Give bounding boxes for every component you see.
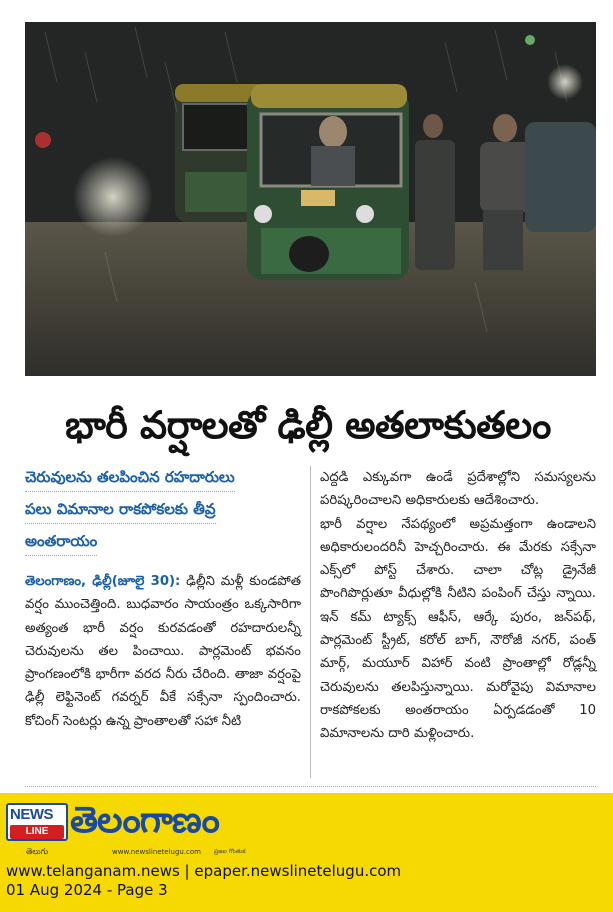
bottom-rule [25,786,596,787]
logo-line-text: LINE [10,825,64,839]
footer-date-page: 01 Aug 2024 - Page 3 [6,881,168,899]
brand-title: తెలంగాణం [70,800,219,841]
auto-rickshaw-main [247,84,409,280]
right-paragraph-1: ఎద్దడి ఎక్కువగా ఉండే ప్రదేశాల్లోని సమస్యలను పరిష్కరించాలని అధికారులకు ఆదేశించారు. [320,470,596,509]
subhead-1: చెరువులను తలపించిన రహదారులు [25,466,235,492]
right-column [320,466,596,746]
news-photo [25,22,596,376]
column-divider [310,466,311,778]
left-column [25,466,301,733]
logo-telugu-caption: తెలుగు [26,847,49,856]
headline: భారీ వర్షాలతో ఢిల్లీ అతలాకుతలం [65,403,551,447]
left-body-text: ఢిల్లీని మళ్లీ కుండపోత వర్షం ముంచెత్తింది. బుధవారం సాయంత్రం ఒక్కసారిగా అత్యంత భారీ వర్షం కురవడంతో రహదారులన్నీ చెరువులను తల పించాయి. పార్లమెంట్ భవనం ప్రాంగణంలోకి భారీగా వరద నీరు చేరింది. తాజా వర్షంపై ఢిల్లీ లెఫ్టినెంట్ గవర్నర్ వీకే సక్సేనా స్పందించారు. కోచింగ్ సెంటర్లు ఉన్న ప్రాంతాలతో సహా నీటి [25,574,301,729]
brand-url: www.newslinetelugu.com [112,848,201,856]
dateline: తెలంగాణం, ఢిల్లీ(జూలై 30): [25,574,181,589]
footer-links[interactable]: www.telanganam.news | epaper.newslinetelugu.com [6,862,402,880]
logo-news-text: NEWS [10,806,53,823]
footer-banner [0,793,613,912]
subhead-3: అంతరాయం [25,530,97,556]
flood-scene-illustration [25,22,596,376]
article-body-left [25,570,301,733]
newsline-logo [6,803,68,841]
car-right [525,122,596,232]
subhead-2: పలు విమానాల రాకపోకలకు తీవ్ర [25,498,216,524]
brand-tagline: ప్రజల గొంతుక [214,848,246,855]
right-paragraph-2: భారీ వర్షాల నేపథ్యంలో అప్రమత్తంగా ఉండాలని అధికారులందరినీ హెచ్చరించారు. ఈ మేరకు సక్సేనా ఎక్స్‌లో పోస్ట్ చేశారు. చాలా చోట్ల డ్రైనేజీ పొంగిపొర్లుతూ వీధుల్లోకి నీటిని పంపింగ్ చేస్తు న్నాయి. ఇన్ కమ్ ట్యాక్స్ ఆఫీస్, ఆర్కే పురం, జన్‌పథ్, పార్లమెంట్ స్ట్రీట్, కరోల్ బాగ్, నౌరోజీ నగర్, పంత్ మార్గ్, మయూర్ విహార్ వంటి ప్రాంతాల్లో రోడ్లన్నీ చెరువులను తలపిస్తున్నాయి. మరోవైపు విమానాల రాకపోకలకు అంతరాయం ఏర్పడడంతో 10 విమానాలను దారి మళ్లించారు. [320,516,596,742]
